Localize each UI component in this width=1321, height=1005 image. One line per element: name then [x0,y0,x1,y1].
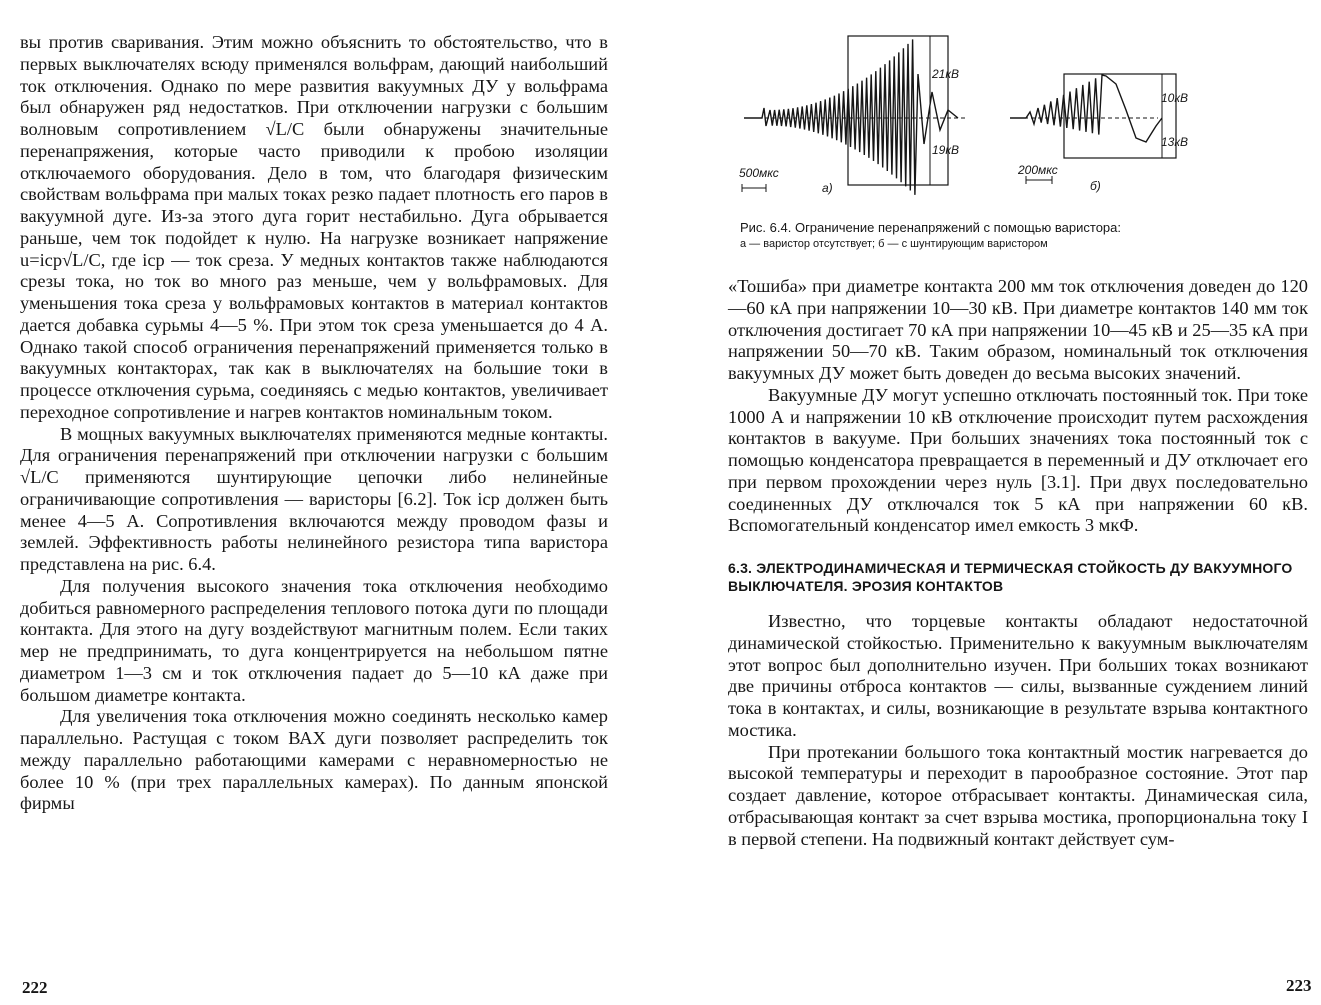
page-number-left: 222 [22,978,48,997]
left-text-column [20,32,608,815]
oscillogram-a [739,36,966,195]
figure-caption-subtitle: а — варистор отсутствует; б — с шунтирующим варистором [740,238,1048,250]
varistor-oscillogram-figure [738,14,1298,214]
left-page [0,0,660,1005]
oscillogram-a-label: а) [822,181,833,195]
right-paragraph-3: Известно, что торцевые контакты обладают недостаточной динамической стойкостью. Применительно к вакуумным выключателям этот вопрос был дополнительно изучен. При больших токах возникают две причины отброса контактов — силы, вызванные суждением линий тока в контактах, и силы, возникающие в результате взрыва контактного мостика. [728,611,1308,740]
oscillogram-b-voltage-bottom: 13кВ [1161,135,1189,149]
left-paragraph-4: Для увеличения тока отключения можно соединять несколько камер параллельно. Растущая с током ВАХ дуги позволяет распределить ток между параллельно работающими камерами с неравномерностью не более 10 % (при трех параллельных камерах). По данным японской фирмы [20,706,608,814]
oscillogram-b-voltage-top: 10кВ [1161,91,1189,105]
oscillogram-a-voltage-top: 21кВ [932,67,960,81]
left-paragraph-2: В мощных вакуумных выключателях применяются медные контакты. Для ограничения перенапряжений при отключении нагрузки с большим √L/C применяются шунтирующие цепочки либо нелинейные ограничивающие сопротивления — варисторы [6.2]. Ток iср должен быть менее 4—5 А. Сопротивления включаются между проводом фазы и землей. Эффективность работы нелинейного резистора типа варистора представлена на рис. 6.4. [20,423,608,574]
right-paragraph-1: «Тошиба» при диаметре контакта 200 мм ток отключения доведен до 120—60 кА при напряжении 10—30 кВ. При диаметре контактов 140 мм ток отключения достигает 70 кА при напряжении 10—45 кВ и 25—35 кА при напряжении 50—70 кВ. Таким образом, номинальный ток отключения вакуумных ДУ может быть доведен до весьма высоких значений. [728,276,1308,383]
right-page [660,0,1321,1005]
oscillogram-b [1010,74,1188,193]
left-paragraph-3: Для получения высокого значения тока отключения необходимо добиться равномерного распределения теплового потока дуги по площади контакта. Для этого на дугу воздействуют магнитным полем. Если таких мер не предпринимать, то дуга концентрируется на небольшом пятне диаметром 1—3 см и ток отключения падает до 5—10 кА даже при большом диаметре контакта. [20,575,608,705]
right-paragraph-2: Вакуумные ДУ могут успешно отключать постоянный ток. При токе 1000 А и напряжении 10 кВ отключение происходит путем расхождения контактов в вакууме. При больших значениях тока постоянный ток с помощью конденсатора превращается в переменный и ДУ отключает его при первом прохождении через нуль [3.1]. При двух последовательно соединенных ДУ отключался ток 5 кА при напряжении 60 кВ. Вспомогательный конденсатор имел емкость 3 мкФ. [728,384,1308,536]
oscillogram-b-time-scale: 200мкс [1018,163,1058,177]
page-number-right: 223 [1286,976,1312,995]
left-paragraph-1: вы против сваривания. Этим можно объяснить то обстоятельство, что в первых выключателях всюду применялся вольфрам, дающий наибольший ток отключения. Однако по мере развития вакуумных ДУ у вольфрама был обнаружен ряд недостатков. При отключении нагрузки с большим волновым сопротивлением √L/C были обнаружены значительные перенапряжения, которые часто приводили к пробою изоляции отключаемого оборудования. Дело в том, что благодаря физическим свойствам вольфрама при малых токах резко падает плотность его паров в вакуумной дуге. Из-за этого дуга горит нестабильно. Дуга обрывается раньше, чем ток подойдет к нулю. На нагрузке возникает напряжение u=iср√L/C, где iср — ток среза. У медных контактов также наблюдаются срезы тока, но ток во много раз меньше, чем у вольфрамовых. Для уменьшения тока среза у вольфрамовых контактов в материал контактов дается добавка сурьмы 4—5 %. При этом ток среза уменьшается до 4 А. Однако такой способ ограничения перенапряжений применяется только в вакуумных контакторах, так как в выключателях на большие токи в процессе отключения сурьма, соединяясь с медью контактов, увеличивает переходное сопротивление и нагрев контактов номинальным током. [20,32,608,422]
oscillogram-b-trace [1010,75,1162,142]
figure-caption-title: Рис. 6.4. Ограничение перенапряжений с помощью варистора: [740,220,1122,235]
oscillogram-a-time-scale: 500мкс [739,166,779,180]
oscillogram-b-label: б) [1090,179,1101,193]
figure-caption [740,219,1300,253]
right-text-column [728,276,1308,850]
right-paragraph-4: При протекании большого тока контактный мостик нагревается до высокой температуры и переходит в парообразное состояние. Этот пар создает давление, которое отбрасывает контакты. Динамическая сила, отбрасывающая контакт за счет взрыва мостика, пропорциональна току I в первой степени. На подвижный контакт действует сум- [728,741,1308,849]
section-heading: 6.3. ЭЛЕКТРОДИНАМИЧЕСКАЯ И ТЕРМИЧЕСКАЯ СТОЙКОСТЬ ДУ ВАКУУМНОГО ВЫКЛЮЧАТЕЛЯ. ЭРОЗИЯ КОНТАКТОВ [728,560,1293,594]
oscillogram-a-voltage-bottom: 19кВ [932,143,960,157]
